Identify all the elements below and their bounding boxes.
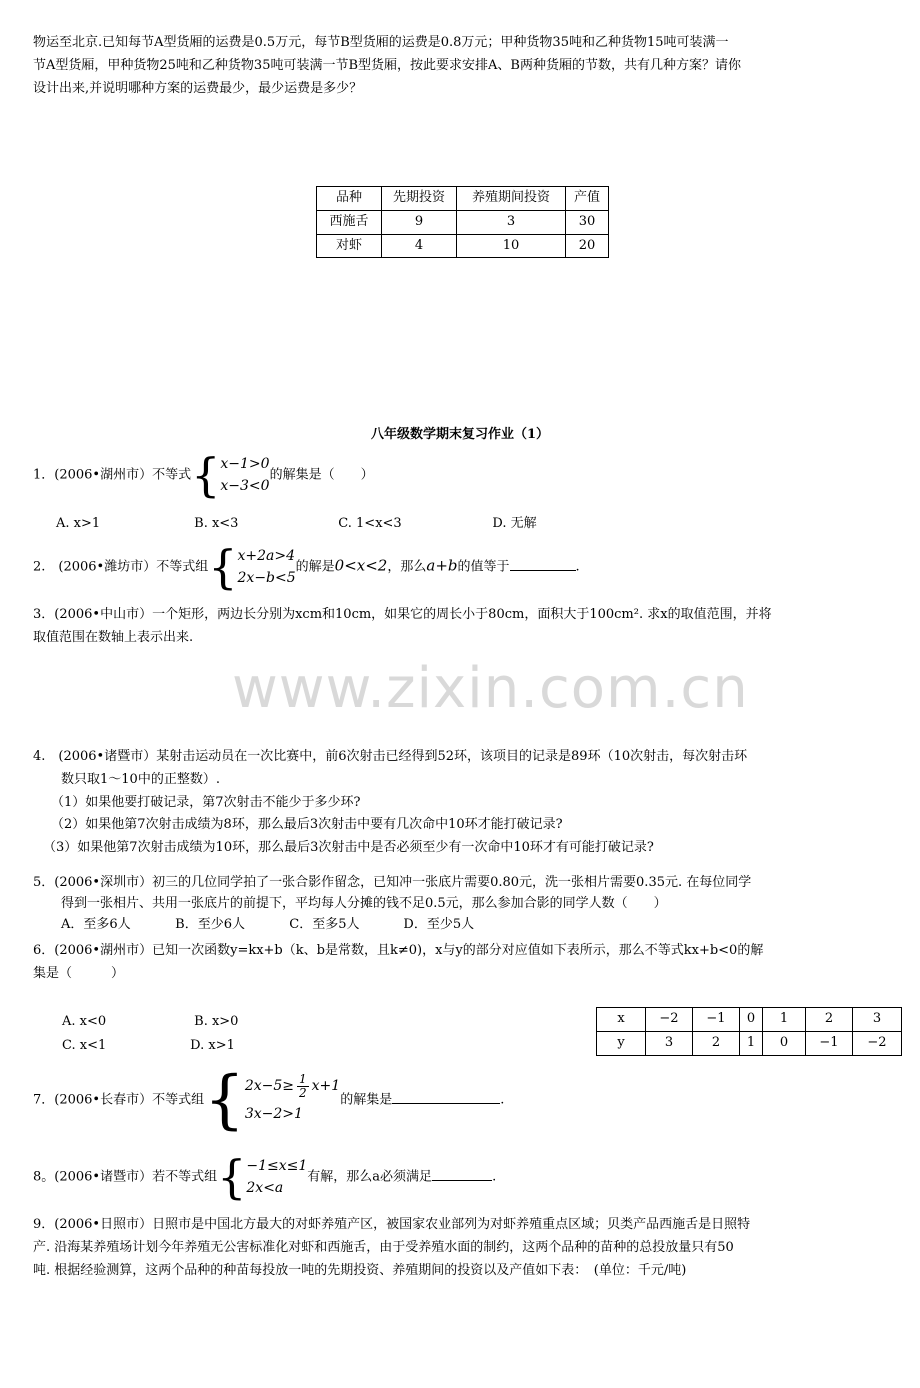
option: B. x<3 [194,516,239,531]
question-text: 4. (2006•诸暨市）某射击运动员在一次比赛中，前6次射击已经得到52环，该项目的记录是89环（10次射击，每次射击环 [33,749,748,764]
brace-icon: { [208,540,238,594]
system-line: 3x−2>1 [244,1106,303,1122]
table-cell: 4 [382,234,457,258]
option: A．至多6人 [61,916,131,932]
q1-options [56,513,537,536]
expression: a+b [426,556,458,575]
table-row [317,234,609,258]
system-line: 2x−b<5 [237,570,296,586]
question-8 [33,1150,497,1204]
question-text: 的解集是（ ） [269,467,374,483]
table-cell: 30 [566,210,609,234]
question-9 [33,1214,895,1282]
table-cell: 3 [457,210,566,234]
table-cell: 9 [382,210,457,234]
inequality-system [217,1150,308,1204]
q6-options [62,1010,238,1058]
question-6 [33,940,895,986]
question-text: 5．(2006•深圳市）初三的几位同学拍了一张合影作留念，已知冲一张底片需要0.80元，洗一张相片需要0.35元. 在每位同学 [33,875,752,890]
question-text: 产. 沿海某养殖场计划今年养殖无公害标准化对虾和西施舌，由于受养殖水面的制约，这两个品种的苗种的总投放量只有50 [33,1239,734,1255]
brace-icon: { [191,448,221,502]
top-problem-line: 设计出来,并说明哪种方案的运费最少，最少运费是多少？ [33,80,363,96]
table-cell: 10 [457,234,566,258]
fraction-numerator: 1 [299,1071,307,1086]
table-cell: 20 [566,234,609,258]
table-cell: 3 [853,1008,902,1032]
table-header-cell: 先期投资 [382,187,457,211]
table-cell: 0 [763,1031,806,1055]
question-text: . [575,559,580,575]
question-text: . [500,1092,505,1108]
system-line-part: 2x−5≥ [244,1078,294,1094]
question-text: 有解，那么a必须满足 [307,1169,433,1185]
question-1 [33,448,374,502]
brace-icon: { [204,1063,245,1137]
option: C. 1<x<3 [338,516,402,531]
table-row [597,1031,902,1055]
table-cell: −1 [693,1008,740,1032]
table-header-cell: x [597,1008,646,1032]
question-text: ，那么 [387,559,427,575]
question-text: 3．(2006•中山市）一个矩形，两边长分别为xcm和10cm，如果它的周长小于80cm，面积大于100cm². 求x的取值范围，并将 [33,607,772,622]
inequality-system [204,1063,341,1137]
table-header-cell: 品种 [317,187,382,211]
question-text: 得到一张相片、共用一张底片的前提下，平均每人分摊的钱不足0.5元，那么参加合影的同学人数（ ） [61,895,667,911]
inequality-system [191,448,270,502]
table-header-cell: 产值 [566,187,609,211]
investment-table [316,186,609,258]
question-text: 6．(2006•湖州市）已知一次函数y=kx+b（k、b是常数，且k≠0)，x与y的部分对应值如下表所示，那么不等式kx+b<0的解 [33,943,764,958]
option: D. 无解 [492,516,537,531]
system-line [245,1072,340,1100]
table-header-cell: y [597,1031,646,1055]
answer-blank[interactable] [432,1166,492,1181]
option: A. x>1 [56,516,101,531]
table-cell: 2 [693,1031,740,1055]
question-text: 2. (2006•潍坊市）不等式组 [33,559,209,575]
question-text: 数只取1～10中的正整数）. [61,771,220,787]
system-line: x−1>0 [220,456,270,472]
page-title: 八年级数学期末复习作业（1） [370,427,550,442]
top-problem [33,32,895,100]
sub-question: （3）如果他第7次射击成绩为10环，那么最后3次射击中是否必须至少有一次命中10环才有可能打破记录? [43,840,654,855]
table-cell: 对虾 [317,234,382,258]
table-cell: 2 [806,1008,853,1032]
table-cell: 1 [740,1031,763,1055]
option: B. x>0 [194,1014,239,1029]
option: C. x<1 [62,1038,107,1053]
table-row [317,210,609,234]
question-text: . [492,1169,497,1185]
question-7 [33,1063,505,1137]
answer-blank[interactable] [510,556,576,571]
fraction-denominator: 2 [299,1085,307,1100]
inequality-system [208,540,296,594]
table-header-cell: 养殖期间投资 [457,187,566,211]
sub-question: （2）如果他第7次射击成绩为8环，那么最后3次射击中要有几次命中10环才能打破记录? [51,817,563,833]
table-row [317,187,609,211]
sub-question: （1）如果他要打破记录，第7次射击不能少于多少环? [51,794,361,810]
question-text: 的解集是 [340,1092,393,1108]
option: C．至多5人 [289,916,360,932]
table-cell: 0 [740,1008,763,1032]
question-text: 1．(2006•湖州市）不等式 [33,467,192,483]
xy-table [596,1007,902,1056]
system-line: x+2a>4 [237,548,296,564]
system-line-part: x+1 [311,1078,341,1094]
option: B．至少6人 [175,916,245,932]
table-cell: −1 [806,1031,853,1055]
system-line: 2x<a [246,1180,284,1196]
question-text: 取值范围在数轴上表示出来. [33,629,194,645]
question-text: 7．(2006•长春市）不等式组 [33,1092,205,1108]
answer-blank[interactable] [392,1089,500,1104]
question-text: 的解是 [295,559,335,575]
question-text: 的值等于 [457,559,510,575]
question-text: 8。(2006•诸暨市）若不等式组 [33,1169,218,1185]
q5-options [33,915,895,936]
condition: 0<x<2 [334,556,388,575]
question-4 [33,746,895,860]
option: D．至少5人 [403,916,475,932]
question-text: 吨. 根据经验测算，这两个品种的种苗每投放一吨的先期投资、养殖期间的投资以及产值如下表： (单位：千元/吨) [33,1262,687,1278]
question-text: 9．(2006•日照市）日照市是中国北方最大的对虾养殖产区，被国家农业部列为对虾养殖重点区域；贝类产品西施舌是日照特 [33,1217,751,1232]
option: A. x<0 [62,1014,107,1029]
system-line: x−3<0 [220,478,270,494]
table-cell: −2 [853,1031,902,1055]
question-2 [33,540,580,594]
brace-icon: { [217,1150,247,1204]
top-problem-line: 物运至北京.已知每节A型货厢的运费是0.5万元，每节B型货厢的运费是0.8万元；甲种货物35吨和乙种货物15吨可装满一 [33,35,729,50]
fraction [297,1073,309,1100]
table-cell: 3 [646,1031,693,1055]
table-cell: 1 [763,1008,806,1032]
watermark: www.zixin.com.cn [232,656,749,721]
table-cell: 西施舌 [317,210,382,234]
top-problem-line: 节A型货厢，甲种货物25吨和乙种货物35吨可装满一节B型货厢，按此要求安排A、B两种货厢的节数，共有几种方案？请你 [33,57,741,73]
question-5 [33,873,895,935]
table-cell: −2 [646,1008,693,1032]
system-line: −1≤x≤1 [246,1158,308,1174]
question-text: 集是（ ） [33,965,125,981]
table-row [597,1008,902,1032]
option: D. x>1 [190,1038,235,1053]
